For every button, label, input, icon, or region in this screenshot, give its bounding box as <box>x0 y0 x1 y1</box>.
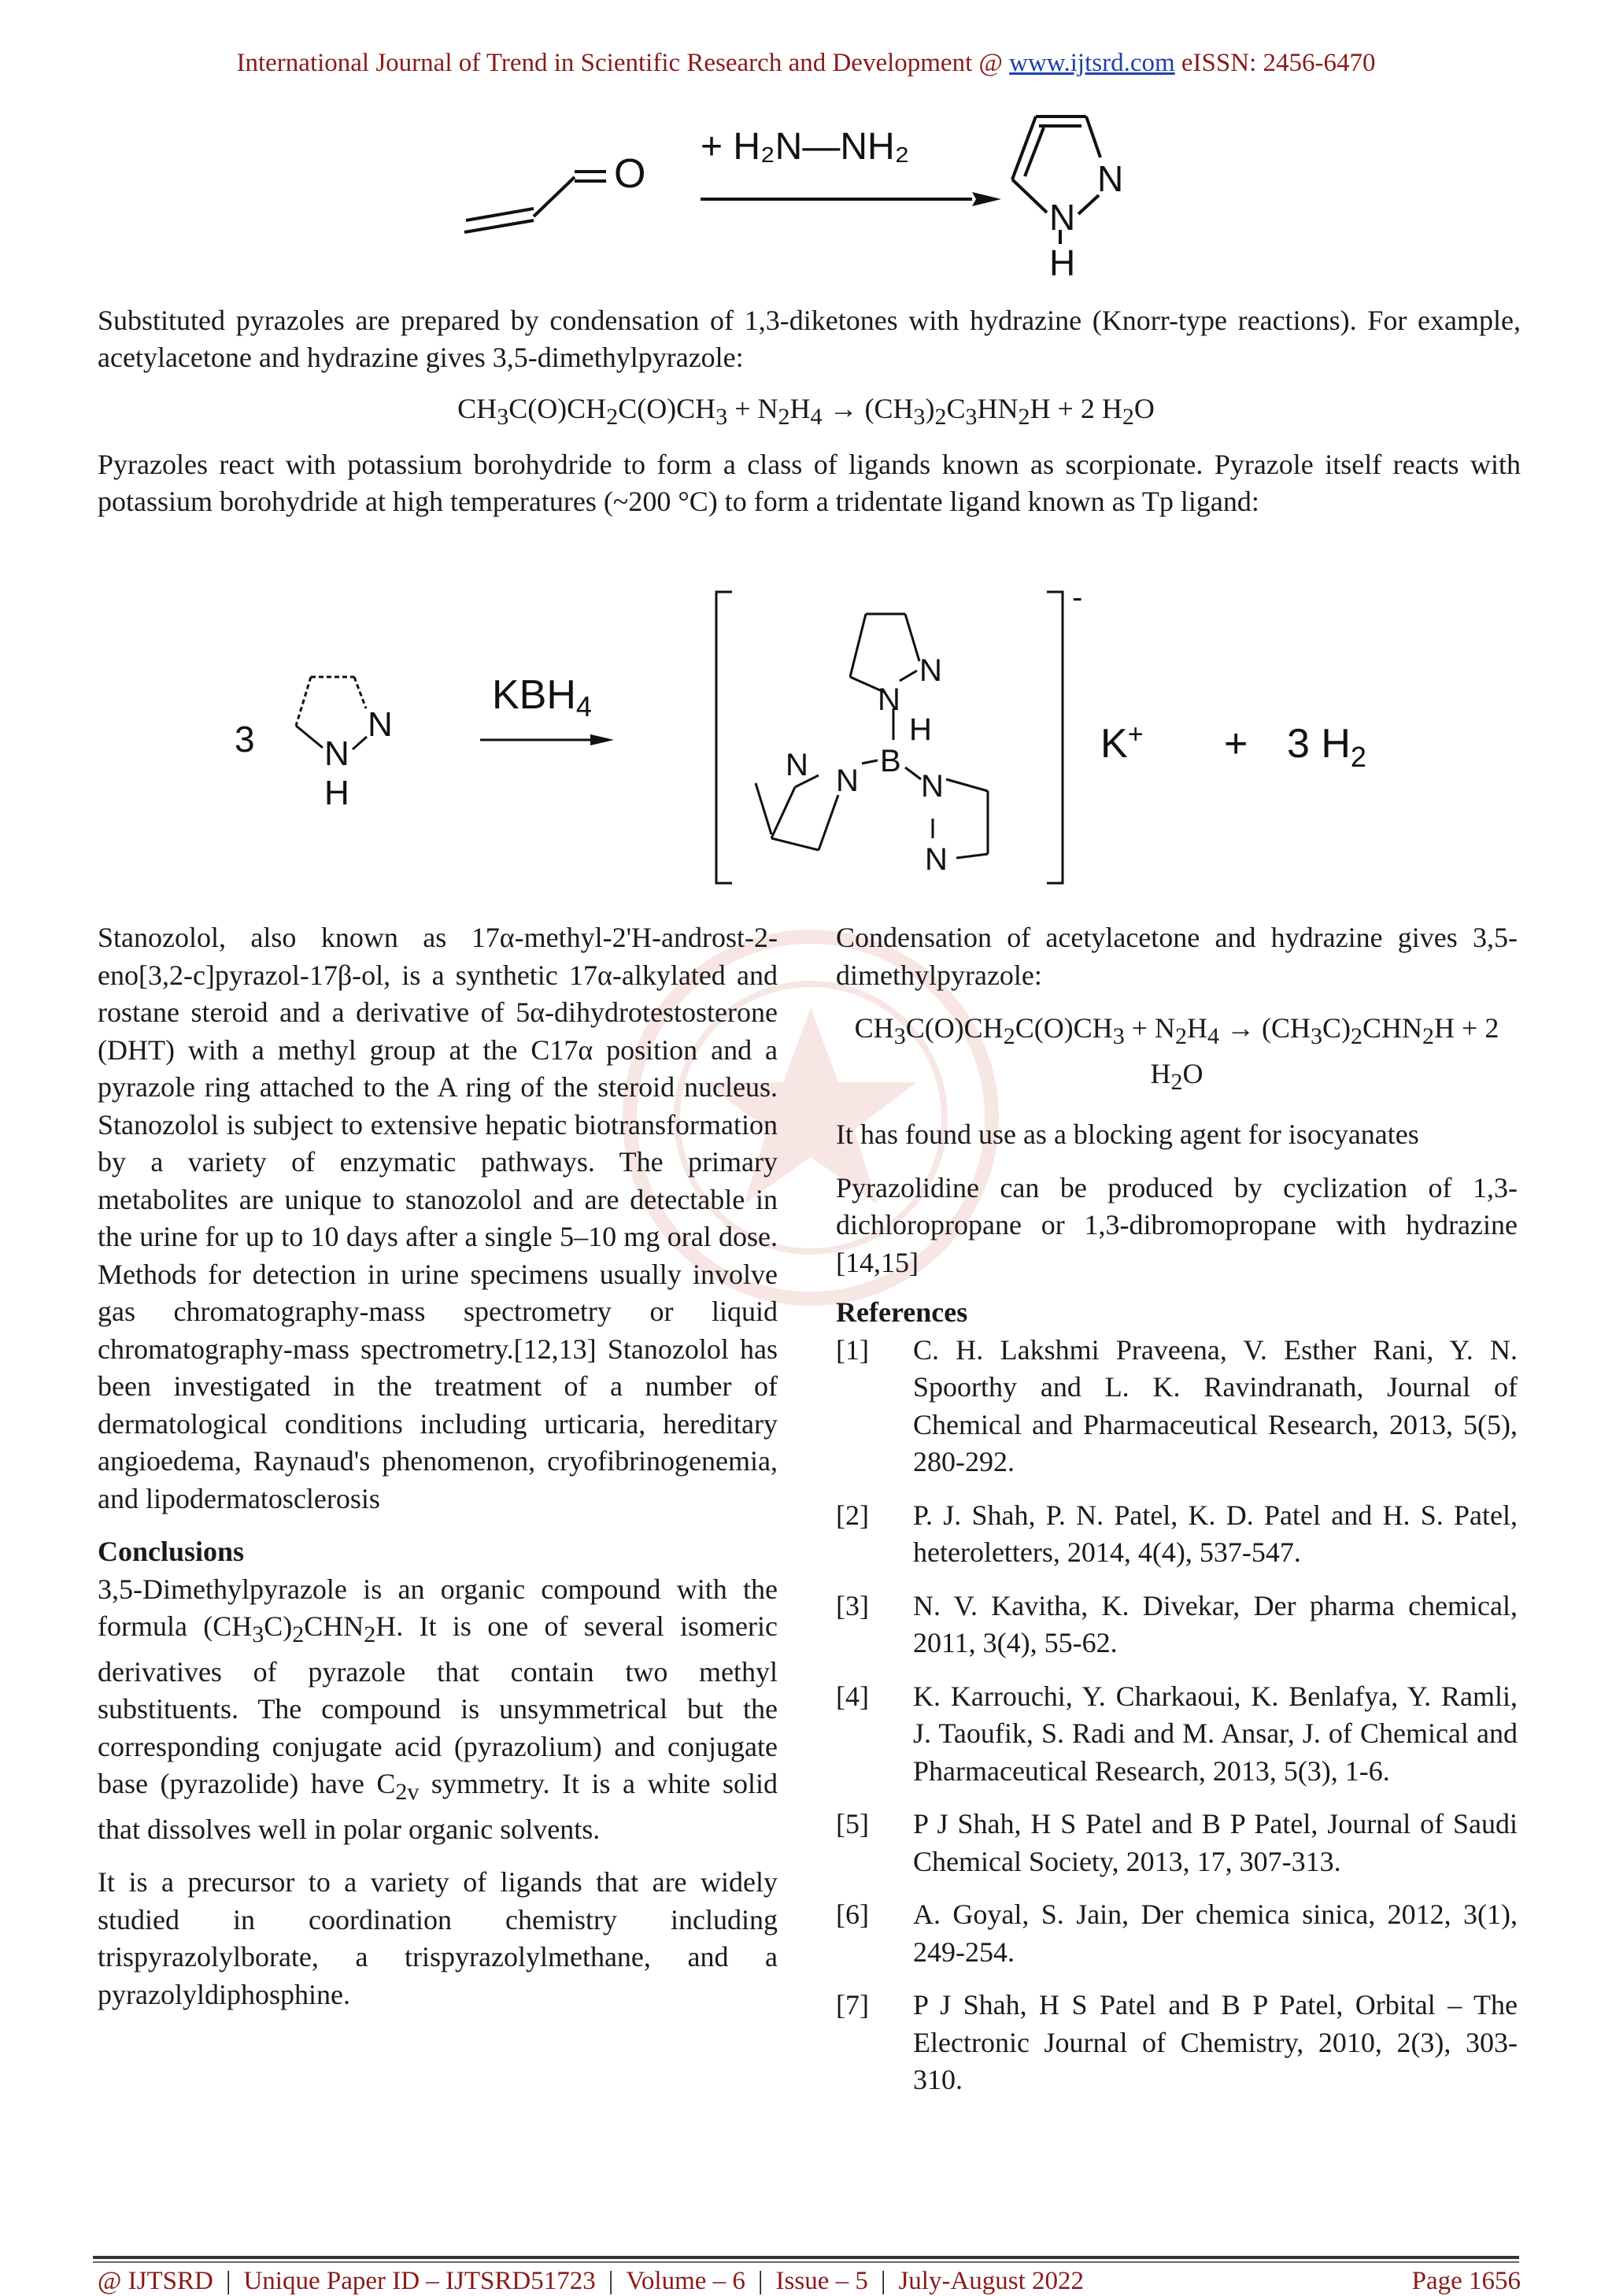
footer-paper-id: Unique Paper ID – IJTSRD51723 <box>243 2267 596 2295</box>
stanozolol-paragraph: Stanozolol, also known as 17α-methyl-2'H-androst-2-eno[3,2-c]pyrazol-17β-ol, is a synthetic 17α-alkylated and rostane steroid and a derivative of 5α-dihydrotestosterone (DHT) with a methyl group at the C17α position and a pyrazole ring attached to the A ring of the steroid nucleus. Stanozolol is subject to extensive hepatic biotransformation by a variety of enzymatic pathways. The primary metabolites are unique to stanozolol and are detectable in the urine for up to 10 days after a single 5–10 mg oral dose. Methods for detection in urine specimens usually involve gas chromatography-mass spectrometry or liquid chromatography-mass spectrometry.[12,13] Stanozolol has been investigated in the treatment of a number of dermatological conditions including urticaria, hereditary angioedema, Raynaud's phenomenon, cryofibrinogenemia, and lipodermatosclerosis <box>98 922 778 1514</box>
left-branch-n1: N <box>836 763 859 798</box>
boron-h: H <box>909 712 932 747</box>
left-column <box>98 919 778 2013</box>
pyrazole-h: H <box>1049 242 1076 283</box>
potassium-cation: K+ <box>1100 719 1144 767</box>
header-eissn: eISSN: 2456-6470 <box>1181 49 1376 77</box>
reference-item: [6] A. Goyal, S. Jain, Der chemica sinica, 2012, 3(1), 249-254. <box>836 1899 1518 1968</box>
left-pyrazole-n1: N <box>324 734 349 773</box>
kbh4-reagent: KBH4 <box>492 672 592 723</box>
header-journal-link[interactable]: www.ijtsrd.com <box>1009 49 1175 77</box>
plus-sign: + <box>1224 721 1248 767</box>
conclusions-heading: Conclusions <box>98 1536 245 1567</box>
reference-item: [3] N. V. Kavitha, K. Divekar, Der pharma chemical, 2011, 3(4), 55-62. <box>836 1589 1518 1659</box>
pyrazolidine-paragraph: Pyrazolidine can be produced by cyclization of 1,3-dichloropropane or 1,3-dibromopropane with hydrazine [14,15] <box>836 1171 1518 1278</box>
hydrazine-reagent: + H₂N—NH₂ <box>701 126 910 168</box>
equation-dimethylpyrazole-1: $CH_3C(O)CH_2C(O)CH_3 + N_2H_4 \to (CH_3)_2C_3HN_2H + 2$ $H_2O$ <box>457 393 1155 431</box>
reference-item: [4] K. Karrouchi, Y. Charkaoui, K. Benlafya, Y. Ramli, J. Taoufik, S. Radi and M. Ansar, J. of Chemical and Pharmaceutical Research, 2013, 5(3), 1-6. <box>836 1680 1518 1787</box>
boron-label: B <box>880 744 901 778</box>
references-heading: References <box>836 1296 968 1329</box>
header-journal-name: International Journal of Trend in Scientific Research and Development @ <box>236 49 1003 77</box>
top-pyrazole-n1: N <box>878 682 900 717</box>
reference-item: [5] P J Shah, H S Patel and B P Patel, Journal of Saudi Chemical Society, 2013, 17, 307-313. <box>836 1808 1518 1877</box>
footer-rule <box>93 2256 1519 2264</box>
reference-item: [2] P. J. Shah, P. N. Patel, K. D. Patel and H. S. Patel, heteroletters, 2014, 4(4), 537-547. <box>836 1499 1518 1569</box>
reference-item: [1] C. H. Lakshmi Praveena, V. Esther Rani, Y. N. Spoorthy and L. K. Ravindranath, Journal of Chemical and Pharmaceutical Research, 2013, 5(5), 280-292. <box>836 1333 1518 1478</box>
footer-issue: Issue – 5 <box>775 2267 868 2295</box>
coefficient-3: 3 <box>235 719 255 760</box>
pyrazole-n1: N <box>1049 197 1076 238</box>
right-branch-n2: N <box>925 842 948 877</box>
condensation-paragraph: Condensation of acetylacetone and hydrazine gives 3,5-dimethylpyrazole: <box>836 922 1518 991</box>
pyrazole-n2: N <box>1097 158 1124 199</box>
tp-ligand-scheme <box>220 582 1417 897</box>
footer-journal: @ IJTSRD <box>98 2267 213 2295</box>
anion-charge: - <box>1072 582 1083 615</box>
footer-page-number: Page 1656 <box>1411 2267 1521 2295</box>
acrolein-hydrazine-scheme <box>441 94 1196 291</box>
equation-dimethylpyrazole-2: $CH_3C(O)CH_2C(O)CH_3 + N_2H_4 \to (CH_3C)_2CHN_2H + 2$ $H_2O$ <box>854 1012 1499 1095</box>
footer-period: July-August 2022 <box>898 2267 1085 2295</box>
paragraph-scorpionate: Pyrazoles react with potassium borohydride to form a class of ligands known as scorpionate. Pyrazole itself reacts with potassium borohydride at high temperatures (~200 °C) to form a tridentate ligand known as Tp ligand: <box>98 449 1521 517</box>
conclusions-paragraph-1: 3,5-Dimethylpyrazole is an organic compound with the formula $(CH_3C)_2CHN_2H$. It is one of several isomeric derivatives of pyrazole that contain two methyl substituents. The compound is unsymmetrical but the corresponding conjugate acid (pyrazolium) and conjugate base (pyrazolide) have $C_{2v}$ symmetry. It is a white solid that dissolves well in polar organic solvents. <box>98 1573 778 1845</box>
left-pyrazole-h: H <box>324 774 349 812</box>
page-footer: @ IJTSRD | Unique Paper ID – IJTSRD51723 | Volume – 6 | Issue – 5 | July-August 2022 Page 1656 <box>98 2267 1521 2295</box>
left-branch-n2: N <box>786 748 808 782</box>
isocyanate-paragraph: It has found use as a blocking agent for isocyanates <box>836 1118 1419 1151</box>
running-header <box>0 49 1612 78</box>
top-pyrazole-n2: N <box>919 653 942 688</box>
paragraph-knorr: Substituted pyrazoles are prepared by condensation of 1,3-diketones with hydrazine (Knorr-type reactions). For example, acetylacetone and hydrazine gives 3,5-dimethylpyrazole: <box>98 305 1521 373</box>
hydrogen-product: 3 $H_2$ <box>1287 721 1366 773</box>
right-column <box>836 919 1518 2115</box>
reference-item: [7] P J Shah, H S Patel and B P Patel, Orbital – The Electronic Journal of Chemistry, 2010, 2(3), 303-310. <box>836 1989 1518 2096</box>
right-branch-n1: N <box>921 769 944 804</box>
references-list <box>836 1332 1518 2099</box>
oxygen-label: O <box>614 151 646 197</box>
conclusions-paragraph-2: It is a precursor to a variety of ligands that are widely studied in coordination chemistry including trispyrazolylborate, a trispyrazolylmethane, and a pyrazolyldiphosphine. <box>98 1866 778 2010</box>
footer-volume: Volume – 6 <box>626 2267 745 2295</box>
left-pyrazole-n2: N <box>368 705 393 744</box>
